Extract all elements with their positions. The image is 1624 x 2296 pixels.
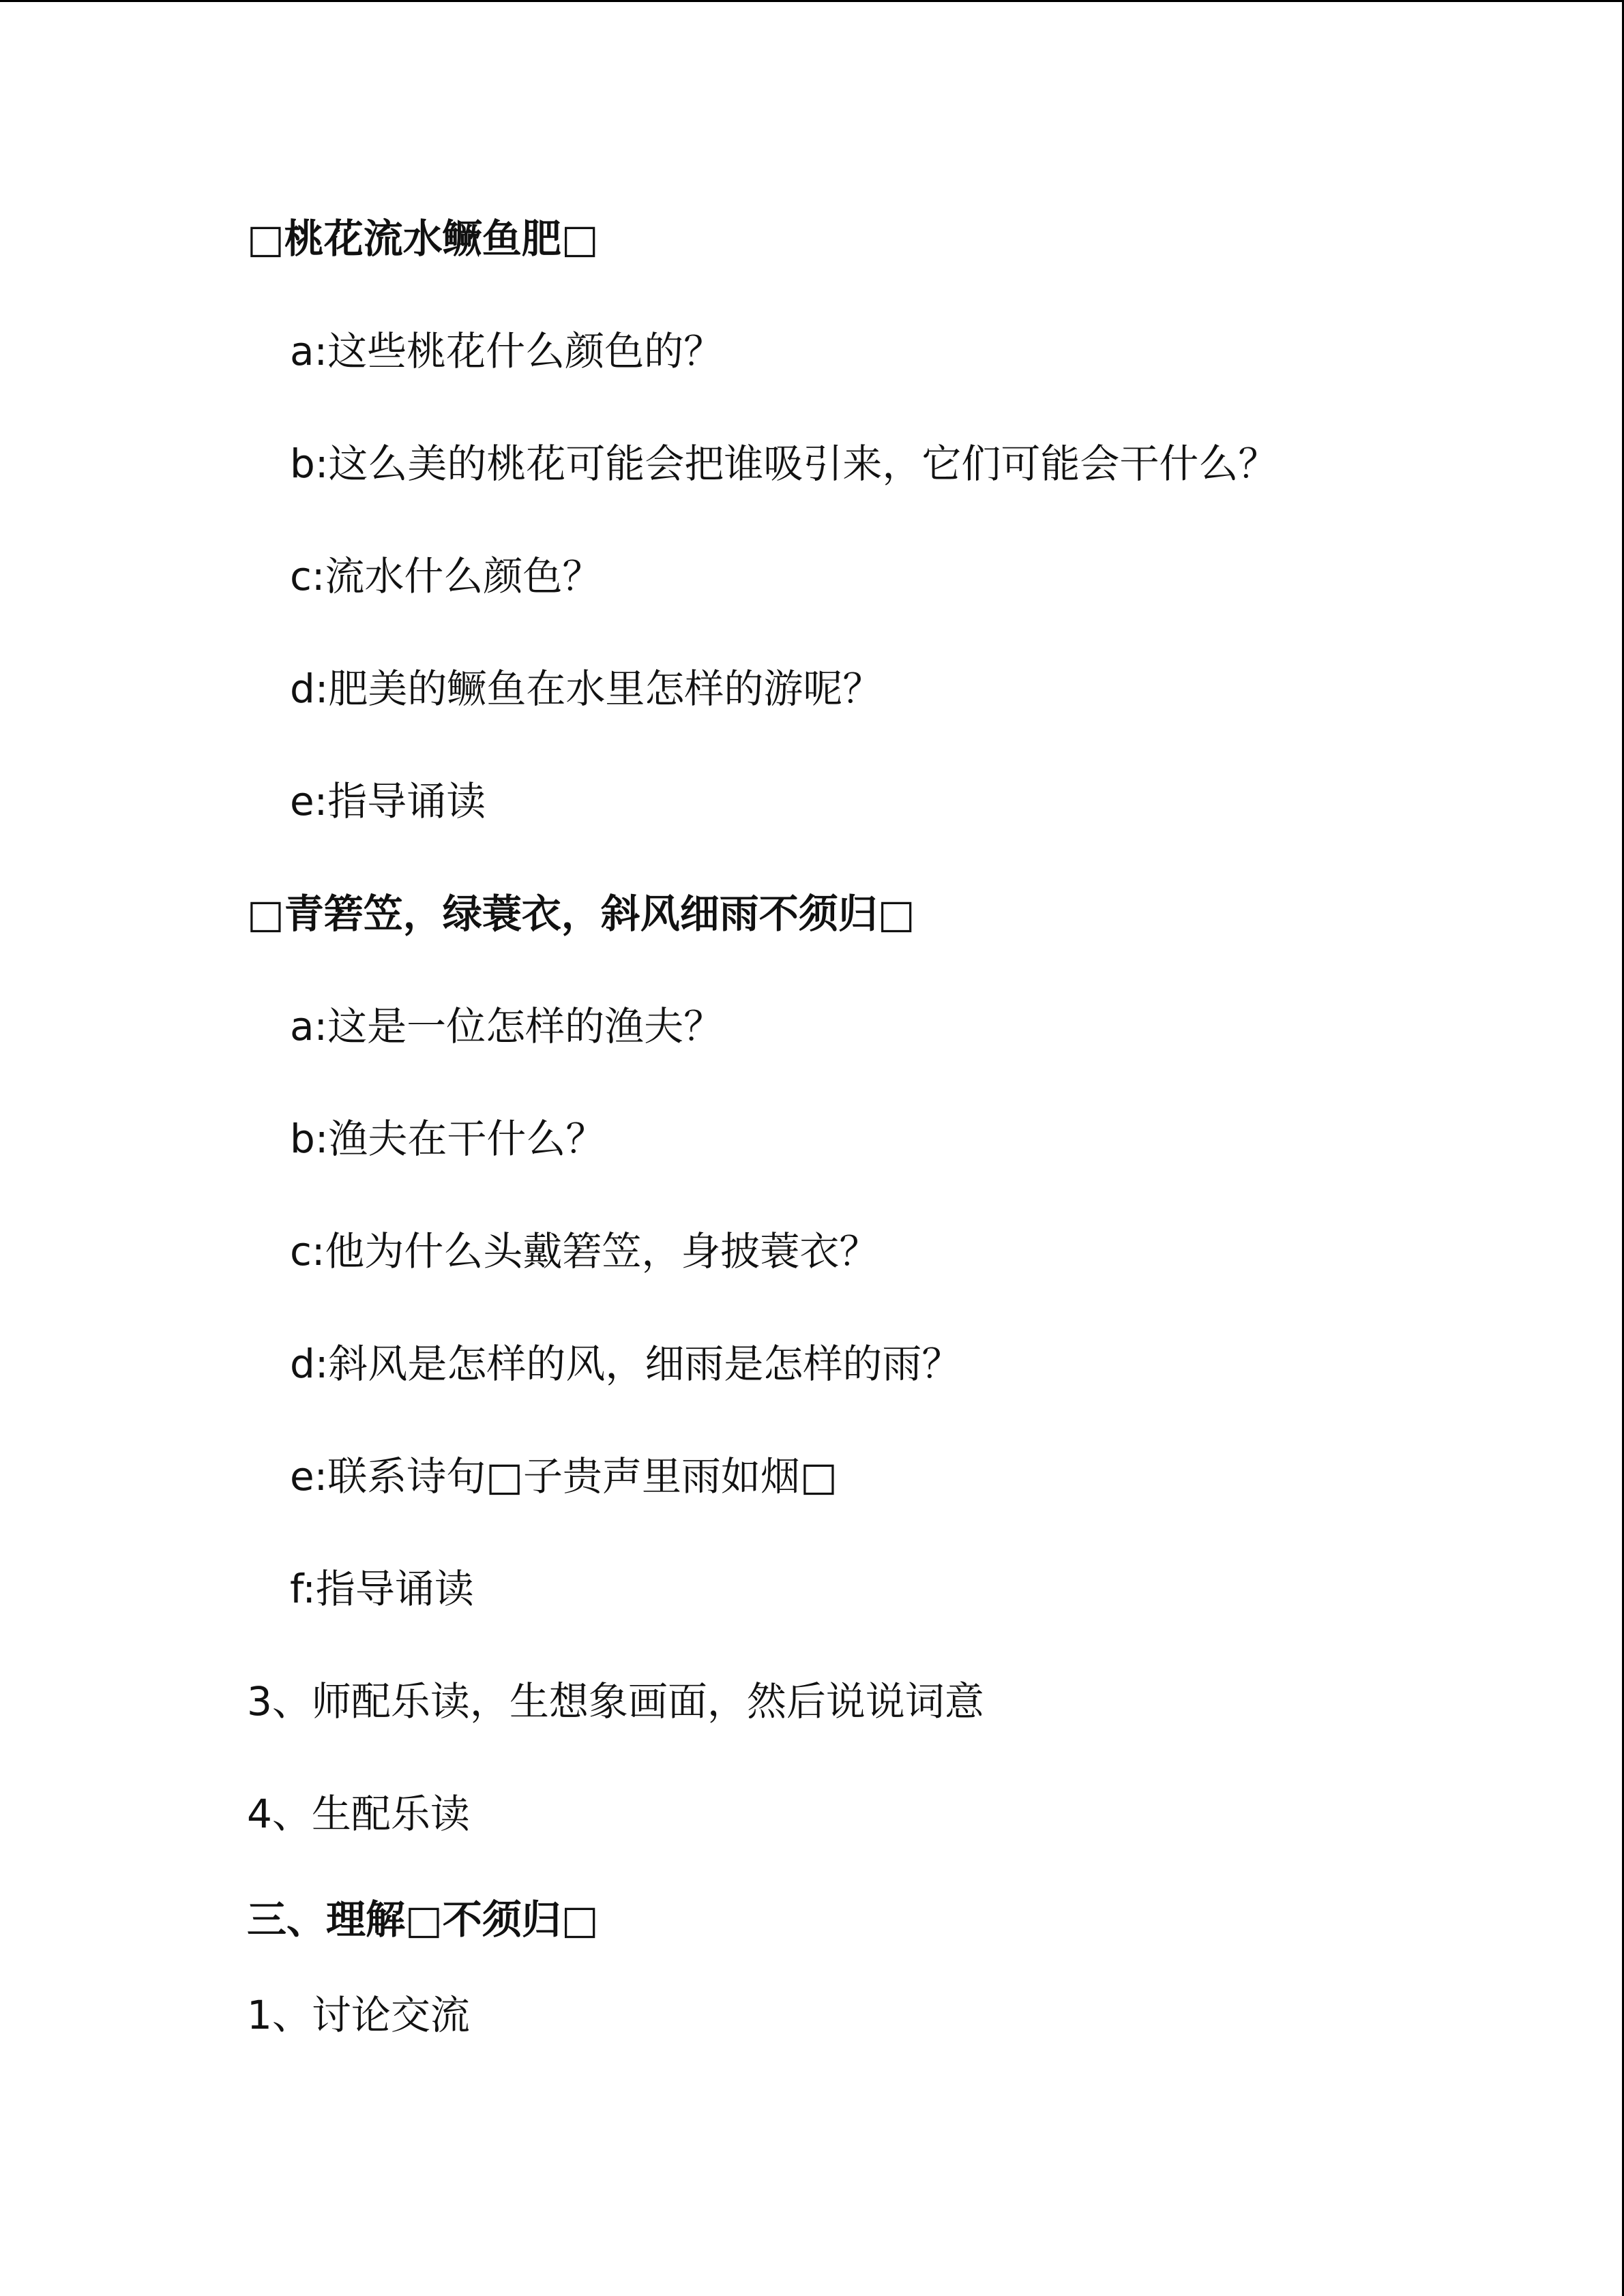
question-c-hat-raincoat: c:他为什么头戴箬笠，身披蓑衣？	[290, 1228, 879, 1274]
question-b-attraction: b:这么美的桃花可能会把谁吸引来，它们可能会干什么？	[290, 441, 1278, 487]
question-a-fisherman: a:这是一位怎样的渔夫？	[290, 1003, 724, 1049]
question-d-fish-swim: d:肥美的鳜鱼在水里怎样的游呢？	[290, 666, 883, 712]
question-a-peach-color: a:这些桃花什么颜色的？	[290, 328, 724, 374]
step-1-discussion: 1、讨论交流	[247, 1992, 470, 2038]
question-c-water-color: c:流水什么颜色？	[290, 553, 602, 599]
section-heading-peach-blossom: □桃花流水鳜鱼肥□	[247, 215, 599, 262]
step-3-teacher-reading: 3、师配乐读，生想象画面，然后说说词意	[247, 1678, 984, 1725]
step-e-guided-reading: e:指导诵读	[290, 778, 486, 824]
step-e-related-verse: e:联系诗句□子贵声里雨如烟□	[290, 1453, 838, 1500]
section-heading-fisherman: □青箬笠，绿蓑衣，斜风细雨不须归□	[247, 891, 915, 937]
step-f-guided-reading: f:指导诵读	[290, 1566, 474, 1612]
question-b-fisherman-doing: b:渔夫在干什么？	[290, 1116, 606, 1162]
section-heading-understanding: 三、理解□不须归□	[247, 1896, 599, 1943]
question-d-wind-rain: d:斜风是怎样的风，细雨是怎样的雨？	[290, 1341, 962, 1387]
step-4-student-reading: 4、生配乐读	[247, 1791, 470, 1837]
